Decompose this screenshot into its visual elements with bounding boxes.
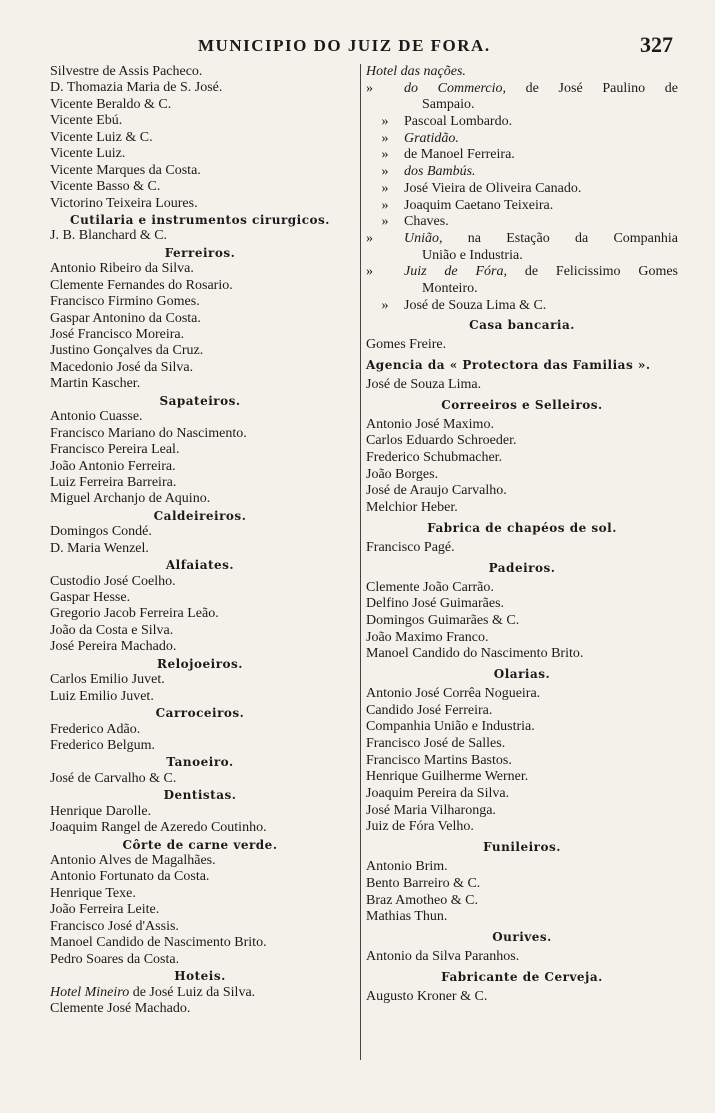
list-item: Frederico Adão. — [50, 721, 141, 737]
ditto-mark: » — [381, 197, 389, 213]
section-heading-cerveja: Fabricante de Cerveja. — [441, 969, 603, 984]
list-item — [50, 985, 350, 1001]
list-item: Francisco Pereira Leal. — [50, 442, 180, 458]
hotel-owner: de José Paulino de — [505, 80, 678, 96]
list-item: José de Souza Lima. — [366, 377, 482, 392]
list-item-continuation: Sampaio. — [422, 97, 475, 113]
column-divider — [360, 64, 361, 1060]
list-item — [366, 298, 678, 315]
ditto-mark: » — [381, 214, 389, 230]
hotel-name: dos Bambús. — [404, 164, 476, 180]
hotel-owner: José de Souza Lima & C. — [404, 297, 547, 313]
list-item: Clemente João Carrão. — [366, 579, 494, 595]
section-heading-hoteis: Hoteis. — [174, 969, 226, 984]
list-item: Domingos Guimarães & C. — [366, 612, 520, 628]
list-item: José de Araujo Carvalho. — [366, 483, 507, 499]
list-item: Manoel Candido do Nascimento Brito. — [366, 646, 584, 662]
list-item: João Maximo Franco. — [366, 629, 489, 645]
list-item-continuation: Monteiro. — [422, 280, 478, 296]
section-heading-correeiros: Correeiros e Selleiros. — [441, 397, 603, 412]
list-item: Antonio Fortunato da Costa. — [50, 869, 210, 885]
section-heading-alfaiates: Alfaiates. — [165, 558, 235, 573]
list-item — [366, 181, 678, 198]
section-heading-carroceiros: Carroceiros. — [155, 706, 245, 721]
list-item: Clemente Fernandes do Rosario. — [50, 277, 233, 293]
list-item: Delfino José Guimarães. — [366, 596, 505, 612]
list-item: Luiz Emilio Juvet. — [50, 688, 154, 704]
list-item: José Pereira Machado. — [50, 639, 177, 655]
list-item: Braz Amotheo & C. — [366, 892, 478, 908]
ditto-mark: » — [366, 80, 373, 96]
hotel-owner: Joaquim Caetano Teixeira. — [404, 197, 554, 213]
list-item: Vicente Beraldo & C. — [50, 96, 172, 112]
list-item: Juiz de Fóra Velho. — [366, 819, 474, 835]
list-item: Antonio José Maximo. — [366, 416, 494, 432]
section-heading-dentistas: Dentistas. — [163, 788, 237, 803]
list-item: José Maria Vilharonga. — [366, 802, 496, 818]
list-item — [366, 231, 678, 248]
list-item: Bento Barreiro & C. — [366, 875, 481, 891]
hotel-name: do Commercio, — [404, 80, 506, 96]
right-column — [366, 64, 678, 1005]
list-item: Candido José Ferreira. — [366, 702, 493, 718]
list-item: Melchior Heber. — [366, 500, 458, 516]
list-item: João Antonio Ferreira. — [50, 458, 176, 474]
list-item: Miguel Archanjo de Aquino. — [50, 491, 211, 507]
ditto-mark: » — [381, 164, 389, 180]
section-heading-ourives: Ourives. — [492, 929, 552, 944]
list-item: Frederico Schubmacher. — [366, 450, 503, 466]
left-column — [50, 64, 350, 1017]
list-item — [366, 147, 678, 164]
list-item: Antonio da Silva Paranhos. — [366, 948, 520, 964]
hotel-owner: de Felicissimo Gomes — [506, 264, 678, 280]
list-item: Silvestre de Assis Pacheco. — [50, 64, 203, 79]
list-item: Vicente Luiz. — [50, 146, 126, 162]
hotel-owner: de José Luiz da Silva. — [129, 984, 256, 1000]
list-item: Justino Gonçalves da Cruz. — [50, 343, 204, 359]
list-item: Gregorio Jacob Ferreira Leão. — [50, 606, 219, 622]
section-heading-olarias: Olarias. — [493, 666, 551, 681]
list-item: Vicente Marques da Costa. — [50, 162, 201, 178]
list-item — [366, 114, 678, 131]
list-item: Antonio Brim. — [366, 859, 448, 875]
list-item: Francisco José d'Assis. — [50, 918, 179, 934]
list-item: Henrique Texe. — [50, 885, 136, 901]
ditto-mark: » — [366, 230, 373, 246]
hotel-name: Juiz de Fóra, — [404, 264, 507, 280]
section-heading-padeiros: Padeiros. — [488, 560, 556, 575]
section-heading-tanoeiro: Tanoeiro. — [166, 755, 234, 770]
section-heading-ferreiros: Ferreiros. — [164, 245, 236, 260]
ditto-mark: » — [381, 147, 389, 163]
hotel-owner: José Vieira de Oliveira Canado. — [404, 180, 582, 196]
list-item: Mathias Thun. — [366, 909, 448, 925]
section-heading-carne-verde: Côrte de carne verde. — [122, 837, 278, 852]
hotel-owner: de Manoel Ferreira. — [404, 147, 515, 163]
page-header — [0, 32, 715, 60]
list-item — [366, 214, 678, 231]
section-heading-caldeireiros: Caldeireiros. — [153, 508, 247, 523]
hotel-owner: Chaves. — [404, 214, 449, 230]
list-item — [366, 81, 678, 98]
ditto-mark: » — [381, 130, 389, 146]
section-heading-sapateiros: Sapateiros. — [159, 393, 241, 408]
list-item: Gaspar Hesse. — [50, 590, 131, 605]
hotel-owner: Pascoal Lombardo. — [404, 114, 513, 130]
page-title: MUNICIPIO DO JUIZ DE FORA. — [198, 36, 491, 55]
list-item: Gomes Freire. — [366, 337, 447, 353]
list-item: Victorino Teixeira Loures. — [50, 195, 198, 211]
list-item: Francisco Mariano do Nascimento. — [50, 425, 247, 441]
list-item: J. B. Blanchard & C. — [50, 228, 168, 244]
list-item: José Francisco Moreira. — [50, 327, 185, 342]
list-item: Joaquim Rangel de Azeredo Coutinho. — [50, 820, 267, 836]
section-heading-funileiros: Funileiros. — [483, 840, 561, 855]
list-item: Antonio Cuasse. — [50, 409, 143, 425]
list-item-continuation: União e Industria. — [422, 247, 523, 263]
list-item: Pedro Soares da Costa. — [50, 951, 180, 967]
section-heading-relojoeiros: Relojoeiros. — [157, 656, 243, 671]
list-item: Henrique Guilherme Werner. — [366, 769, 529, 785]
list-item: Joaquim Pereira da Silva. — [366, 786, 510, 802]
list-item: José de Carvalho & C. — [50, 770, 177, 786]
list-item: Augusto Kroner & C. — [366, 988, 488, 1004]
page-number: 327 — [640, 32, 673, 57]
list-item: Antonio Alves de Magalhães. — [50, 853, 216, 868]
list-item: Frederico Belgum. — [50, 737, 155, 753]
list-item: Henrique Darolle. — [50, 803, 152, 819]
list-item: Carlos Emilio Juvet. — [50, 672, 165, 688]
list-item: João Borges. — [366, 466, 439, 482]
hotel-location: na Estação da Companhia — [442, 230, 678, 246]
list-item: João da Costa e Silva. — [50, 622, 174, 638]
list-item: Carlos Eduardo Schroeder. — [366, 433, 517, 449]
list-item: Luiz Ferreira Barreira. — [50, 474, 177, 490]
list-item: João Ferreira Leite. — [50, 902, 160, 918]
list-item: Antonio Ribeiro da Silva. — [50, 261, 194, 277]
list-item: Gaspar Antonino da Costa. — [50, 310, 201, 326]
ditto-mark: » — [381, 180, 389, 196]
list-item: Companhia União e Industria. — [366, 719, 535, 735]
list-item: Macedonio José da Silva. — [50, 359, 194, 375]
list-item: Custodio José Coelho. — [50, 573, 176, 589]
list-item: Domingos Condé. — [50, 524, 152, 540]
list-item — [366, 164, 678, 181]
list-item: Martin Kascher. — [50, 376, 141, 392]
list-item: Antonio José Corrêa Nogueira. — [366, 685, 541, 701]
list-item: Vicente Ebú. — [50, 113, 123, 129]
ditto-mark: » — [381, 297, 389, 313]
list-item: D. Maria Wenzel. — [50, 540, 149, 556]
list-item: Francisco José de Salles. — [366, 736, 506, 751]
section-heading-cutilaria: Cutilaria e instrumentos cirurgicos. — [70, 212, 330, 227]
hotel-name: União, — [404, 230, 443, 246]
hotel-name: Hotel Mineiro — [50, 984, 130, 1000]
list-item: Vicente Basso & C. — [50, 179, 161, 195]
list-item: Clemente José Machado. — [50, 1000, 191, 1016]
list-item: Francisco Pagé. — [366, 539, 455, 555]
ditto-mark: » — [366, 264, 373, 280]
section-heading-chapeos: Fabrica de chapéos de sol. — [427, 520, 617, 535]
list-item: Francisco Firmino Gomes. — [50, 294, 200, 310]
section-heading-casa-bancaria: Casa bancaria. — [469, 318, 575, 333]
list-item: Hotel das nações. — [366, 64, 466, 79]
list-item — [366, 198, 678, 215]
list-item: Vicente Luiz & C. — [50, 129, 153, 145]
list-item: Francisco Martins Bastos. — [366, 752, 512, 768]
list-item: Manoel Candido de Nascimento Brito. — [50, 935, 267, 951]
hotel-name: Gratidão. — [404, 130, 459, 146]
list-item — [366, 264, 678, 281]
list-item — [366, 131, 678, 148]
ditto-mark: » — [381, 114, 389, 130]
section-heading-agencia: Agencia da « Protectora das Familias ». — [366, 358, 651, 372]
list-item: D. Thomazia Maria de S. José. — [50, 80, 223, 96]
